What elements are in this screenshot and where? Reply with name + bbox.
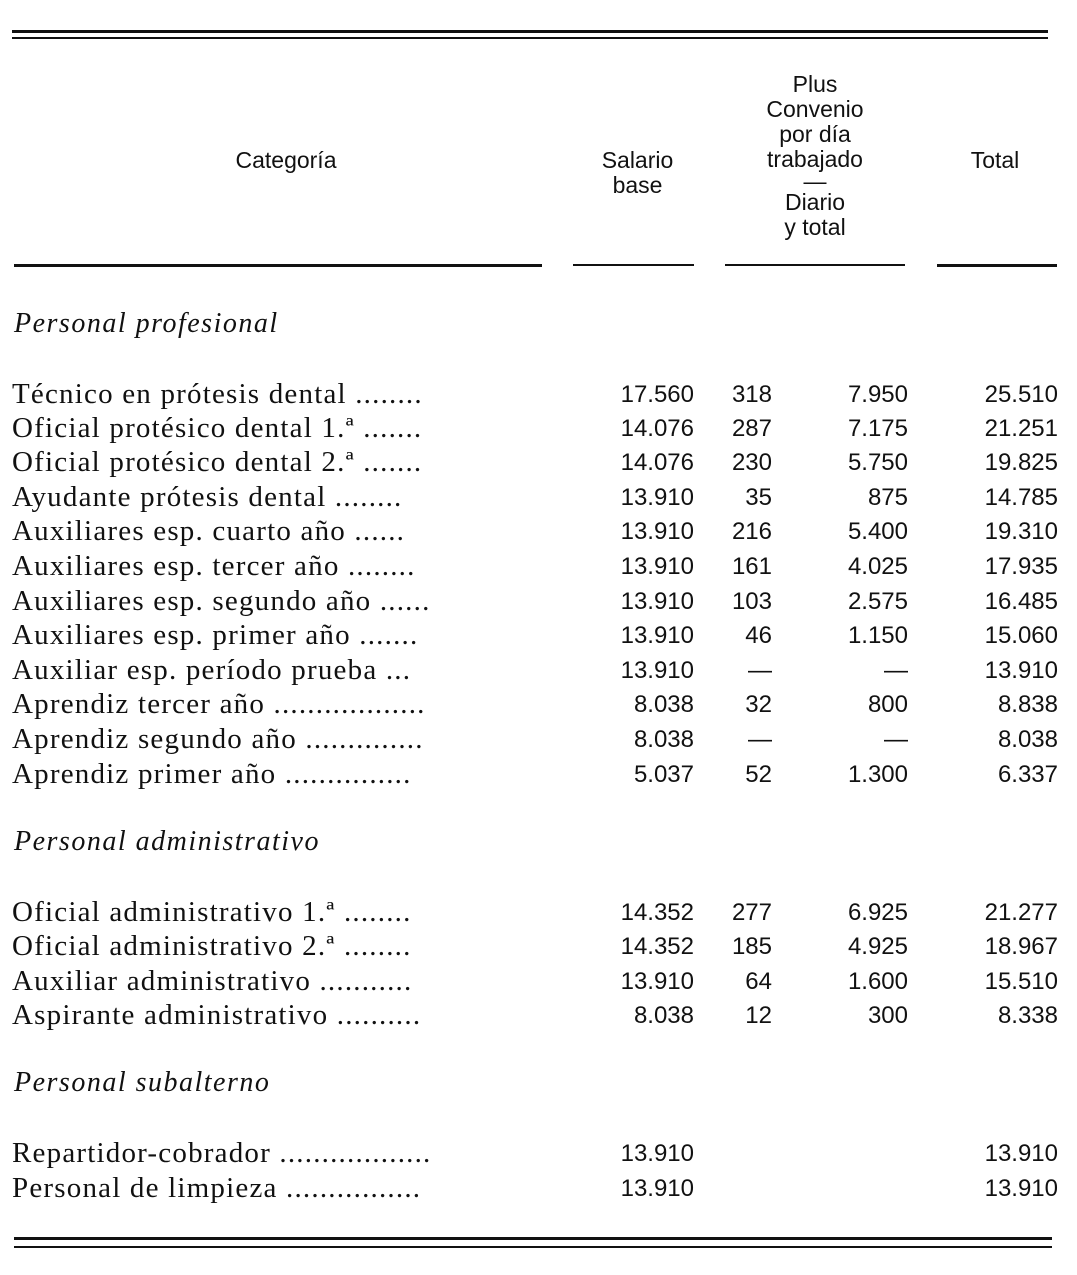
row-total: 16.485: [984, 588, 1058, 615]
top-rule-2: [12, 37, 1048, 39]
row-diario: 216: [731, 518, 772, 545]
row-categoria: Aprendiz primer año ...............: [12, 758, 412, 790]
row-diario: 161: [731, 553, 772, 580]
row-salario: 14.076: [620, 449, 694, 476]
row-total: 6.337: [997, 761, 1058, 788]
row-total: 13.910: [984, 1140, 1058, 1167]
row-categoria: Oficial administrativo 1.ª ........: [12, 896, 412, 928]
row-total: 8.338: [997, 1002, 1058, 1029]
row-diario: 52: [745, 761, 772, 788]
row-salario: 8.038: [633, 1002, 694, 1029]
row-plus-total: 1.300: [847, 761, 908, 788]
row-categoria: Oficial protésico dental 2.ª .......: [12, 446, 423, 478]
row-total: 14.785: [984, 484, 1058, 511]
header-underline-salario: [573, 264, 694, 266]
section-title-subalterno: Personal subalterno: [14, 1067, 271, 1098]
row-salario: 14.076: [620, 415, 694, 442]
row-salario: 13.910: [620, 622, 694, 649]
row-categoria: Repartidor-cobrador ..................: [12, 1137, 432, 1169]
header-plus-line-3: por día: [779, 121, 851, 147]
row-plus-total: 1.600: [847, 968, 908, 995]
row-diario: 185: [731, 933, 772, 960]
row-salario: 13.910: [620, 588, 694, 615]
row-salario: 14.352: [620, 899, 694, 926]
row-salario: 13.910: [620, 1140, 694, 1167]
header-salario-line-1: Salario: [601, 147, 674, 173]
row-diario: 318: [731, 381, 772, 408]
row-plus-total: 300: [867, 1002, 908, 1029]
row-categoria: Auxiliares esp. primer año .......: [12, 619, 419, 651]
row-categoria: Aprendiz segundo año ..............: [12, 723, 424, 755]
table-row: [0, 654, 1077, 688]
header-plus-dash: —: [803, 168, 827, 194]
table-row: [0, 585, 1077, 619]
row-plus-total: 875: [867, 484, 908, 511]
header-underline-categoria: [14, 264, 542, 267]
row-diario: 12: [745, 1002, 772, 1029]
row-plus-total: 4.025: [847, 553, 908, 580]
row-diario: 32: [745, 691, 772, 718]
row-total: 21.251: [984, 415, 1058, 442]
table-row: [0, 688, 1077, 722]
row-categoria: Oficial administrativo 2.ª ........: [12, 930, 412, 962]
row-categoria: Auxiliar administrativo ...........: [12, 965, 413, 997]
row-diario: —: [748, 726, 772, 753]
header-underline-total: [937, 264, 1057, 267]
row-plus-total: 2.575: [847, 588, 908, 615]
row-diario: 46: [745, 622, 772, 649]
row-total: 25.510: [984, 381, 1058, 408]
top-rule-1: [12, 30, 1048, 33]
row-categoria: Aprendiz tercer año ..................: [12, 688, 426, 720]
row-salario: 13.910: [620, 518, 694, 545]
header-plus-convenio: [720, 72, 910, 240]
bottom-rule-1: [14, 1237, 1052, 1240]
table-row: [0, 481, 1077, 515]
row-diario: 277: [731, 899, 772, 926]
header-plus-line-1: Plus: [792, 71, 838, 97]
table-row: [0, 619, 1077, 653]
header-plus-line-2: Convenio: [766, 96, 864, 122]
row-plus-total: 4.925: [847, 933, 908, 960]
header-categoria: Categoría: [235, 147, 337, 173]
row-diario: 64: [745, 968, 772, 995]
row-categoria: Oficial protésico dental 1.ª .......: [12, 412, 423, 444]
row-categoria: Auxiliares esp. tercer año ........: [12, 550, 416, 582]
row-total: 15.060: [984, 622, 1058, 649]
header-plus-line-6: Diario: [784, 189, 846, 215]
row-salario: 17.560: [620, 381, 694, 408]
row-total: 15.510: [984, 968, 1058, 995]
row-total: 19.310: [984, 518, 1058, 545]
header-salario-line-2: base: [612, 172, 663, 198]
header-underline-plus: [725, 264, 905, 266]
row-total: 8.038: [997, 726, 1058, 753]
row-total: 19.825: [984, 449, 1058, 476]
header-plus-line-7: y total: [784, 214, 846, 240]
row-salario: 13.910: [620, 968, 694, 995]
row-diario: 287: [731, 415, 772, 442]
table-row: [0, 1137, 1077, 1171]
header-total: Total: [970, 147, 1020, 173]
row-diario: 103: [731, 588, 772, 615]
row-salario: 13.910: [620, 657, 694, 684]
table-row: [0, 412, 1077, 446]
row-total: 21.277: [984, 899, 1058, 926]
row-salario: 8.038: [633, 691, 694, 718]
row-salario: 5.037: [633, 761, 694, 788]
row-total: 13.910: [984, 1175, 1058, 1202]
row-plus-total: 7.175: [847, 415, 908, 442]
table-row: [0, 930, 1077, 964]
row-salario: 14.352: [620, 933, 694, 960]
row-plus-total: 6.925: [847, 899, 908, 926]
table-row: [0, 723, 1077, 757]
table-row: [0, 896, 1077, 930]
row-plus-total: 800: [867, 691, 908, 718]
row-total: 17.935: [984, 553, 1058, 580]
row-plus-total: 1.150: [847, 622, 908, 649]
table-row: [0, 758, 1077, 792]
row-salario: 8.038: [633, 726, 694, 753]
row-total: 18.967: [984, 933, 1058, 960]
row-categoria: Auxiliar esp. período prueba ...: [12, 654, 412, 686]
table-row: [0, 446, 1077, 480]
table-row: [0, 1172, 1077, 1206]
row-diario: 230: [731, 449, 772, 476]
row-categoria: Personal de limpieza ................: [12, 1172, 422, 1204]
row-diario: 35: [745, 484, 772, 511]
row-salario: 13.910: [620, 484, 694, 511]
row-categoria: Técnico en prótesis dental ........: [12, 378, 423, 410]
row-categoria: Aspirante administrativo ..........: [12, 999, 422, 1031]
row-plus-total: 5.750: [847, 449, 908, 476]
table-row: [0, 999, 1077, 1033]
row-salario: 13.910: [620, 553, 694, 580]
row-categoria: Ayudante prótesis dental ........: [12, 481, 403, 513]
table-row: [0, 965, 1077, 999]
header-salario-base: [575, 148, 700, 198]
header-plus-line-4: trabajado: [767, 146, 863, 172]
section-title-administrativo: Personal administrativo: [14, 826, 320, 857]
row-salario: 13.910: [620, 1175, 694, 1202]
bottom-rule-2: [14, 1246, 1052, 1248]
row-plus-total: —: [884, 657, 908, 684]
row-categoria: Auxiliares esp. cuarto año ......: [12, 515, 406, 547]
table-row: [0, 550, 1077, 584]
row-plus-total: —: [884, 726, 908, 753]
row-diario: —: [748, 657, 772, 684]
row-plus-total: 7.950: [847, 381, 908, 408]
row-total: 8.838: [997, 691, 1058, 718]
table-row: [0, 378, 1077, 412]
row-plus-total: 5.400: [847, 518, 908, 545]
row-total: 13.910: [984, 657, 1058, 684]
section-title-profesional: Personal profesional: [14, 308, 279, 339]
table-row: [0, 515, 1077, 549]
row-categoria: Auxiliares esp. segundo año ......: [12, 585, 431, 617]
